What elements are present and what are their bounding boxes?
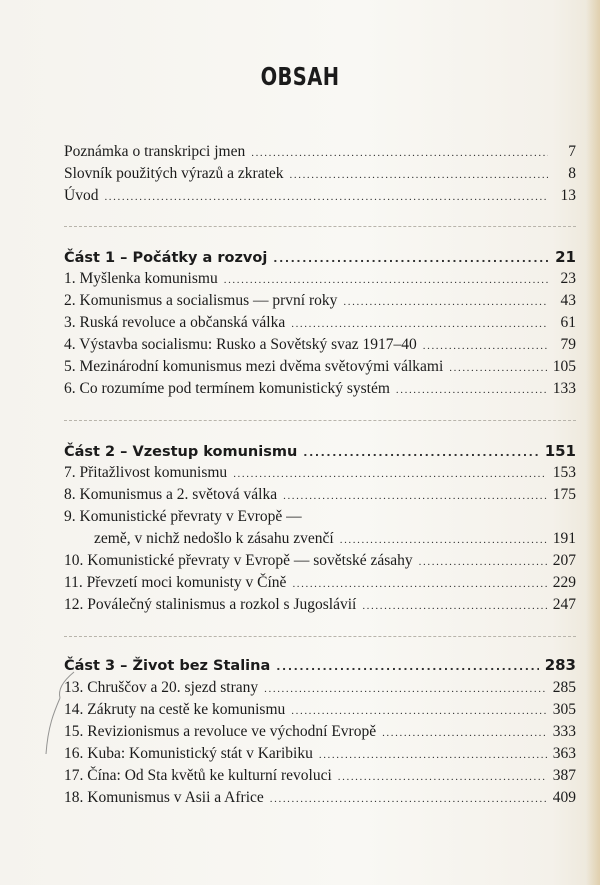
toc-chapter-page: 133 [552,380,576,397]
toc-chapter-page: 191 [552,530,576,547]
toc-chapter-page: 305 [552,701,576,718]
toc-chapter [64,268,576,290]
toc-chapter-page: 23 [560,270,576,287]
toc-chapter-page: 79 [560,336,576,353]
dot-leader [419,551,547,573]
toc-chapter-label: 7. Přitažlivost komunismu [64,464,228,481]
page-edge-shading [586,0,600,885]
toc-chapter-page: 153 [552,464,576,481]
toc-part-1 [64,246,576,268]
toc-chapter-label: 12. Poválečný stalinismus a rozkol s Jugoslávií [64,596,357,613]
toc-chapter-page: 333 [552,723,576,740]
toc-chapter-label: země, v nichž nedošlo k zásahu zvenčí [94,530,334,547]
toc-chapter-label: 13. Chruščov a 20. sjezd strany [64,679,259,696]
toc-chapter [64,765,576,787]
toc-chapter-label: 3. Ruská revoluce a občanská válka [64,314,286,331]
toc-entry-glossary [64,163,576,185]
toc-part-label: Část 1 – Počátky a rozvoj [64,250,268,266]
toc-part-label: Část 3 – Život bez Stalina [64,658,271,674]
section-divider [64,636,576,638]
dot-leader [291,313,548,335]
toc-chapter-label: 15. Revizionismus a revoluce ve východní Evropě [64,723,377,740]
dot-leader [233,463,547,485]
toc-chapter [64,787,576,809]
toc-chapter-label: 11. Převzetí moci komunisty v Číně [64,574,287,591]
dot-leader [362,595,546,617]
dot-leader [340,529,547,551]
section-divider [64,420,576,422]
toc-chapter [64,378,576,400]
dot-leader [264,678,547,700]
toc-entry-introduction [64,185,576,207]
toc-chapter-page: 285 [552,679,576,696]
toc-chapter-label: 8. Komunismus a 2. světová válka [64,486,278,503]
dot-leader [104,186,548,208]
toc-part-page: 21 [555,248,576,266]
toc-chapter [64,699,576,721]
toc-entry-page: 8 [568,165,576,182]
dot-leader [382,722,547,744]
dot-leader [283,485,547,507]
toc-part-2 [64,440,576,462]
toc-chapter-page: 363 [552,745,576,762]
toc-chapter-page: 43 [560,292,576,309]
toc-chapter [64,334,576,356]
toc-entry-label: Slovník použitých výrazů a zkratek [64,165,284,182]
toc-chapter [64,506,576,528]
toc-chapter-label: 17. Čína: Od Sta květů ke kulturní revoluci [64,767,332,784]
toc-chapter-label: 16. Kuba: Komunistický stát v Karibiku [64,745,313,762]
toc-entry-transcription-note [64,141,576,163]
toc-part-page: 151 [544,442,576,460]
toc-chapter [64,594,576,616]
dot-leader [276,656,538,678]
dot-leader [303,442,538,464]
toc-chapter [64,721,576,743]
section-divider [64,226,576,228]
toc-chapter-label: 2. Komunismus a socialismus — první roky [64,292,338,309]
toc-entry-page: 7 [568,143,576,160]
dot-leader [449,357,546,379]
toc-chapter-label: 18. Komunismus v Asii a Africe [64,789,264,806]
toc-entry-page: 13 [560,187,576,204]
dot-leader [273,248,548,270]
toc-chapter-page: 247 [552,596,576,613]
toc-chapter-label: 10. Komunistické převraty v Evropě — sovětské zásahy [64,552,413,569]
dot-leader [338,766,547,788]
toc-chapter-page: 409 [552,789,576,806]
toc-chapter [64,484,576,506]
toc-chapter [64,312,576,334]
toc-chapter [64,550,576,572]
dot-leader [251,142,548,164]
toc-chapter-label: 4. Výstavba socialismu: Rusko a Sovětský svaz 1917–40 [64,336,417,353]
toc-chapter-page: 105 [552,358,576,375]
toc-chapter-label: 9. Komunistické převraty v Evropě — [64,508,302,525]
dot-leader [423,335,548,357]
toc-part-page: 283 [544,656,576,674]
toc-part-3 [64,654,576,676]
dot-leader [396,379,547,401]
toc-chapter-label: 6. Co rozumíme pod termínem komunistický systém [64,380,390,397]
dot-leader [290,164,548,186]
toc-chapter [64,677,576,699]
toc-chapter-page: 387 [552,767,576,784]
pencil-mark-annotation [40,668,80,758]
toc-chapter-label: 1. Myšlenka komunismu [64,270,218,287]
dot-leader [319,744,547,766]
toc-chapter-page: 229 [552,574,576,591]
page-title: OBSAH [260,62,340,91]
toc-chapter-label: 14. Zákruty na cestě ke komunismu [64,701,286,718]
toc-chapter [64,462,576,484]
toc-chapter-page: 61 [560,314,576,331]
toc-entry-label: Poznámka o transkripci jmen [64,143,246,160]
toc-chapter [64,743,576,765]
toc-chapter [64,356,576,378]
dot-leader [343,291,548,313]
toc-chapter-continuation [64,528,576,550]
toc-chapter [64,290,576,312]
dot-leader [270,788,547,810]
toc-chapter-page: 175 [552,486,576,503]
toc-chapter [64,572,576,594]
dot-leader [292,573,546,595]
toc-entry-label: Úvod [64,187,99,204]
toc-part-label: Část 2 – Vzestup komunismu [64,444,298,460]
dot-leader [224,269,548,291]
toc-chapter-page: 207 [552,552,576,569]
dot-leader [291,700,546,722]
toc-chapter-label: 5. Mezinárodní komunismus mezi dvěma světovými válkami [64,358,444,375]
